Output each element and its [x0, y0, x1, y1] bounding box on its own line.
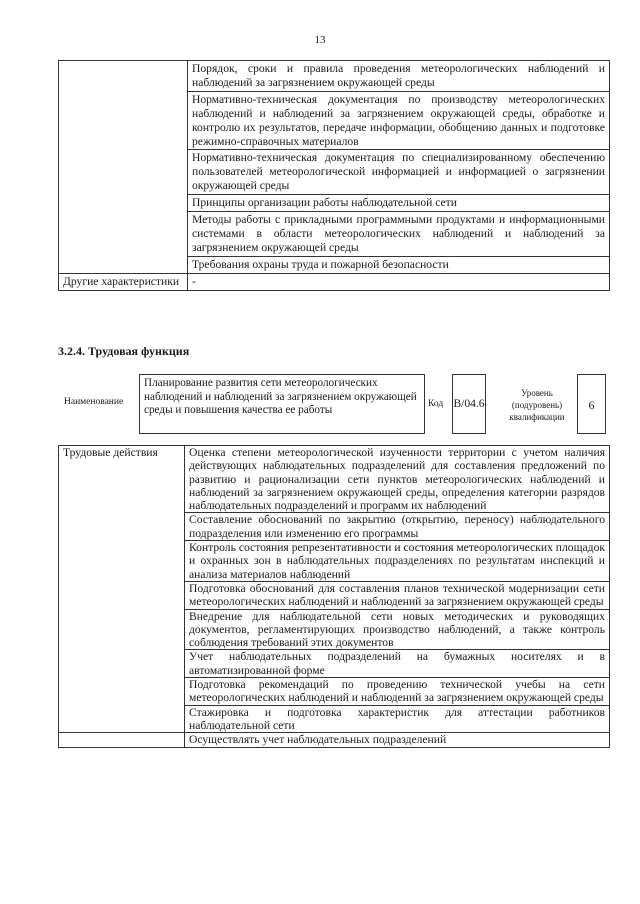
knowledge-item: Требования охраны труда и пожарной безопасности: [188, 256, 610, 273]
knowledge-item: Принципы организации работы наблюдательной сети: [188, 195, 610, 212]
table-row: [59, 733, 610, 747]
section-heading: 3.2.4. Трудовая функция: [58, 344, 190, 358]
labor-action-item: Подготовка рекомендаций по проведению технической учебы на сети метеорологических наблюдений и наблюдений за загрязнением окружающей среды: [185, 678, 610, 706]
function-code: B/04.6: [452, 374, 486, 434]
labor-action-item: Учет наблюдательных подразделений на бумажных носителях и в автоматизированной форме: [185, 650, 610, 678]
table-row: [59, 273, 610, 290]
skills-item: Осуществлять учет наблюдательных подразделений: [185, 733, 610, 747]
labor-action-item: Составление обоснований по закрытию (открытию, переносу) наблюдательного подразделения или изменению его программы: [185, 513, 610, 541]
labor-action-item: Внедрение для наблюдательной сети новых методических и руководящих документов, регламентирующих производство наблюдений, а также контроль соблюдения требований этих документов: [185, 609, 610, 650]
knowledge-item: Нормативно-техническая документация по производству метеорологических наблюдений и наблюдений за загрязнением окружающей среды, обработке и контролю их результатов, передаче информации, обобщению данных и подготовке режимно-справочных материалов: [188, 91, 610, 150]
code-label: Код: [428, 399, 444, 409]
table-row: [59, 446, 610, 513]
labor-action-item: Подготовка обоснований для составления планов технической модернизации сети метеорологических наблюдений и наблюдений за загрязнением окружающей среды: [185, 581, 610, 609]
labor-actions-table: [58, 445, 610, 748]
qualification-level-value: 6: [577, 374, 606, 434]
name-label: Наименование: [64, 397, 124, 407]
labor-action-item: Оценка степени метеорологической изученности территории с учетом наличия действующих наблюдательных подразделений для составления предложений по развитию и рационализации сети пунктов метеорологических наблюдений и наблюдений за загрязнением окружающей среды, определения категории разрядов наблюдательных подразделений и программ их наблюдений: [185, 446, 610, 513]
knowledge-item: Порядок, сроки и правила проведения метеорологических наблюдений и наблюдений за загрязнением окружающей среды: [188, 61, 610, 92]
function-name: Планирование развития сети метеорологических наблюдений и наблюдений за загрязнением окружающей среды и повышения качества ее работы: [139, 374, 425, 434]
knowledge-table: [58, 60, 610, 291]
table-row: [59, 61, 610, 92]
labor-actions-label: Трудовые действия: [59, 446, 185, 733]
knowledge-item: Нормативно-техническая документация по специализированному обеспечению пользователей метеорологической информацией и информацией о загрязнении окружающей среды: [188, 150, 610, 195]
other-characteristics-value: -: [188, 273, 610, 290]
qualification-level-label: Уровень (подуровень) квалификации: [509, 388, 565, 422]
labor-action-item: Контроль состояния репрезентативности и состояния метеорологических площадок и охранных зон в наблюдательных подразделениях по результатам инспекций и анализа материалов наблюдений: [185, 541, 610, 582]
knowledge-item: Методы работы с прикладными программными продуктами и информационными системами в области метеорологических наблюдений и наблюдений за загрязнением окружающей среды: [188, 212, 610, 257]
page-number: 13: [314, 34, 326, 46]
labor-action-item: Стажировка и подготовка характеристик для аттестации работников наблюдательной сети: [185, 705, 610, 733]
empty-label-cell: [59, 733, 185, 747]
empty-label-cell: [59, 61, 188, 274]
other-characteristics-label: Другие характеристики: [59, 273, 188, 290]
